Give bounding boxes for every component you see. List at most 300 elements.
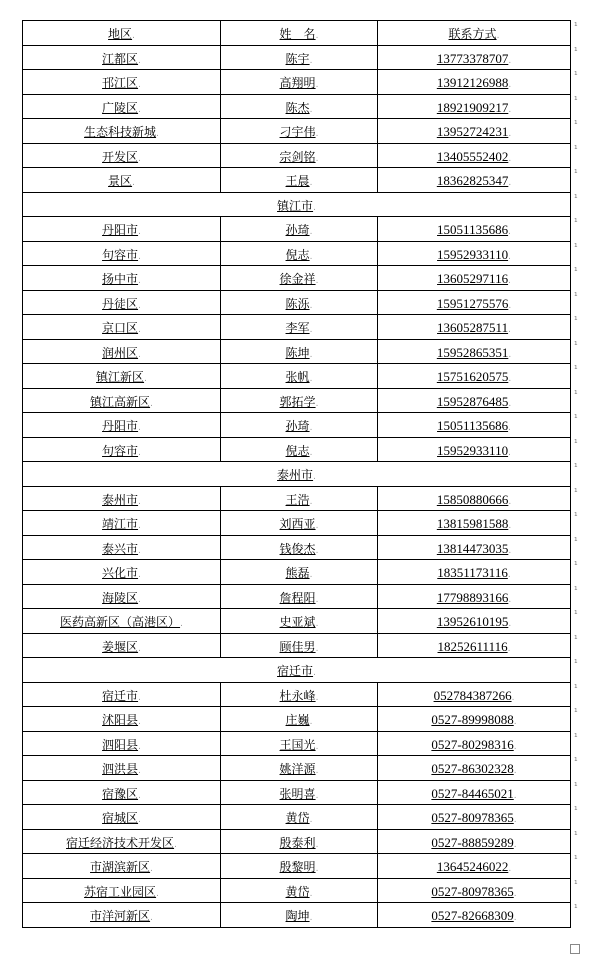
table-row — [23, 682, 571, 707]
cell-end-mark: . — [309, 349, 313, 360]
phone-cell-text: 13405552402 — [436, 148, 509, 164]
cell-end-mark: . — [315, 31, 319, 42]
region-cell-text: 丹阳市 — [102, 223, 139, 238]
cell-end-mark: . — [309, 227, 313, 238]
cell-end-mark: . — [138, 104, 141, 115]
phone-cell-text: 0527-86302328 — [431, 761, 514, 777]
document-end-mark — [570, 944, 580, 954]
region-cell-text: 丹阳市 — [102, 419, 139, 434]
region-cell — [23, 829, 221, 854]
phone-cell-text: 052784387266 — [433, 687, 512, 703]
name-cell — [221, 315, 378, 340]
name-cell-text: 王晨 — [285, 174, 310, 189]
name-cell — [221, 290, 378, 315]
phone-cell-text: 13952610195 — [436, 614, 509, 630]
cell-end-mark: . — [508, 619, 512, 630]
region-cell-text: 镇江高新区 — [90, 394, 151, 409]
cell-end-mark: . — [513, 815, 517, 826]
row-end-marks — [574, 20, 594, 927]
cell-end-mark: . — [508, 104, 512, 115]
region-cell — [23, 633, 221, 658]
row-end-mark: ¹ — [574, 683, 578, 694]
cell-end-mark: . — [138, 570, 141, 581]
cell-end-mark: . — [315, 80, 319, 91]
phone-cell — [378, 560, 571, 585]
table-row — [23, 878, 571, 903]
cell-end-mark: . — [507, 643, 511, 654]
name-cell — [221, 731, 378, 756]
row-end-mark: ¹ — [574, 120, 578, 130]
name-cell — [221, 903, 378, 928]
row-end-mark: ¹ — [574, 879, 578, 890]
name-cell-text: 陈泺 — [285, 296, 310, 311]
name-cell-text: 李军 — [285, 321, 310, 336]
table-row — [23, 609, 571, 634]
region-cell-text: 润州区 — [102, 345, 139, 360]
region-cell — [23, 486, 221, 511]
table-row — [23, 731, 571, 756]
section-row — [23, 658, 571, 683]
row-end-mark: ¹ — [574, 855, 578, 865]
region-cell — [23, 609, 221, 634]
region-cell-text: 景区 — [108, 174, 133, 189]
row-end-mark: ¹ — [574, 904, 578, 914]
region-cell-text: 江都区 — [102, 51, 139, 66]
cell-end-mark: . — [315, 619, 319, 630]
region-cell-text: 广陵区 — [102, 100, 139, 115]
row-end-mark: ¹ — [574, 389, 578, 400]
phone-cell-text: 13605287511 — [437, 320, 509, 336]
region-cell — [23, 339, 221, 364]
phone-cell — [378, 584, 571, 609]
name-cell — [221, 364, 378, 389]
cell-end-mark: . — [313, 668, 316, 679]
row-end-mark: ¹ — [574, 634, 578, 645]
cell-end-mark: . — [138, 300, 141, 311]
name-cell-text: 王国光 — [279, 737, 316, 752]
row-end-mark: ¹ — [574, 365, 578, 375]
region-cell-text: 靖江市 — [102, 517, 139, 532]
region-cell — [23, 70, 221, 95]
cell-end-mark: . — [138, 717, 141, 728]
name-cell-text: 陶坤 — [285, 909, 310, 924]
table-row — [23, 45, 571, 70]
cell-end-mark: . — [138, 325, 141, 336]
table-row — [23, 241, 571, 266]
phone-cell — [378, 45, 571, 70]
region-cell — [23, 682, 221, 707]
cell-end-mark: . — [309, 300, 313, 311]
cell-end-mark: . — [309, 888, 313, 899]
row-end-mark: ¹ — [574, 830, 578, 841]
cell-end-mark: . — [508, 423, 511, 434]
name-cell — [221, 45, 378, 70]
region-cell — [23, 364, 221, 389]
region-cell-text: 句容市 — [102, 247, 139, 262]
phone-cell-text: 17798893166 — [436, 589, 509, 605]
name-cell — [221, 829, 378, 854]
cell-end-mark: . — [496, 31, 500, 42]
region-cell — [23, 903, 221, 928]
table-row — [23, 756, 571, 781]
cell-end-mark: . — [513, 766, 517, 777]
cell-end-mark: . — [144, 374, 147, 385]
name-cell — [221, 707, 378, 732]
phone-cell — [378, 535, 571, 560]
row-end-mark: ¹ — [574, 242, 578, 253]
table-row — [23, 339, 571, 364]
header-region-text: 地区 — [108, 27, 133, 42]
region-cell — [23, 266, 221, 291]
cell-end-mark: . — [315, 594, 319, 605]
cell-end-mark: . — [309, 178, 313, 189]
name-cell — [221, 241, 378, 266]
cell-end-mark: . — [508, 374, 512, 385]
header-name-text: 姓 名 — [279, 27, 316, 42]
row-end-mark: ¹ — [574, 22, 578, 32]
region-cell-text: 市湖滨新区 — [90, 860, 151, 875]
name-cell-text: 黄岱 — [285, 884, 310, 899]
cell-end-mark: . — [508, 129, 512, 140]
name-cell-text: 殷黎明 — [279, 860, 316, 875]
phone-cell — [378, 70, 571, 95]
cell-end-mark: . — [315, 545, 319, 556]
contact-table-body — [23, 21, 571, 928]
region-cell-text: 开发区 — [102, 149, 139, 164]
row-end-mark: ¹ — [574, 585, 578, 596]
region-cell-text: 邗江区 — [102, 76, 139, 91]
row-end-mark: ¹ — [574, 414, 578, 424]
row-end-mark: ¹ — [574, 561, 578, 571]
row-end-mark: ¹ — [574, 267, 578, 277]
cell-end-mark: . — [309, 447, 313, 458]
name-cell-text: 孙琦 — [285, 223, 310, 238]
cell-end-mark: . — [174, 839, 177, 850]
header-name — [221, 21, 378, 46]
header-region — [23, 21, 221, 46]
name-cell-text: 郭拓学 — [279, 394, 316, 409]
cell-end-mark: . — [315, 790, 319, 801]
cell-end-mark: . — [315, 521, 319, 532]
cell-end-mark: . — [513, 839, 517, 850]
phone-cell-text: 15051135686 — [437, 418, 509, 434]
region-cell — [23, 878, 221, 903]
phone-cell-text: 0527-80298316 — [431, 736, 514, 752]
cell-end-mark: . — [508, 178, 512, 189]
name-cell — [221, 756, 378, 781]
table-row — [23, 854, 571, 879]
row-end-mark: ¹ — [574, 169, 578, 179]
region-cell — [23, 388, 221, 413]
table-header-row — [23, 21, 571, 46]
cell-end-mark: . — [508, 398, 512, 409]
region-cell-text: 兴化市 — [102, 566, 139, 581]
phone-cell-text: 18252611116 — [437, 638, 508, 654]
cell-end-mark: . — [508, 545, 512, 556]
table-row — [23, 805, 571, 830]
region-cell-text: 海陵区 — [102, 590, 139, 605]
row-end-mark: ¹ — [574, 193, 578, 204]
name-cell — [221, 339, 378, 364]
section-title — [23, 462, 571, 487]
region-cell — [23, 707, 221, 732]
region-cell-text: 生态科技新城 — [84, 125, 157, 140]
name-cell-text: 钱俊杰 — [279, 541, 316, 556]
phone-cell — [378, 339, 571, 364]
row-end-mark: ¹ — [574, 316, 578, 326]
table-row — [23, 364, 571, 389]
name-cell-text: 陈宇 — [285, 51, 310, 66]
table-row — [23, 168, 571, 193]
name-cell — [221, 266, 378, 291]
phone-cell — [378, 217, 571, 242]
table-row — [23, 413, 571, 438]
cell-end-mark: . — [138, 276, 141, 287]
phone-cell-text: 18921909217 — [436, 99, 509, 115]
phone-cell-text: 0527-80978365 — [431, 810, 514, 826]
cell-end-mark: . — [513, 741, 517, 752]
region-cell — [23, 168, 221, 193]
cell-end-mark: . — [138, 80, 141, 91]
phone-cell-text: 13645246022 — [436, 859, 509, 875]
table-row — [23, 315, 571, 340]
region-cell — [23, 94, 221, 119]
cell-end-mark: . — [309, 251, 313, 262]
cell-end-mark: . — [315, 839, 319, 850]
table-row — [23, 94, 571, 119]
cell-end-mark: . — [132, 178, 135, 189]
cell-end-mark: . — [513, 717, 517, 728]
table-row — [23, 143, 571, 168]
phone-cell — [378, 780, 571, 805]
name-cell-text: 王浩 — [285, 492, 310, 507]
phone-cell — [378, 903, 571, 928]
phone-cell-text: 15952933110 — [437, 246, 509, 262]
cell-end-mark: . — [309, 570, 313, 581]
row-end-mark: ¹ — [574, 536, 578, 547]
region-cell-text: 泗阳县 — [102, 737, 139, 752]
phone-cell-text: 15952933110 — [437, 442, 509, 458]
cell-end-mark: . — [315, 153, 319, 164]
name-cell — [221, 511, 378, 536]
phone-cell-text: 13952724231 — [436, 124, 509, 140]
cell-end-mark: . — [138, 227, 141, 238]
cell-end-mark: . — [508, 153, 512, 164]
name-cell — [221, 535, 378, 560]
table-row — [23, 388, 571, 413]
cell-end-mark: . — [138, 741, 141, 752]
table-row — [23, 780, 571, 805]
phone-cell — [378, 388, 571, 413]
name-cell-text: 杜永峰 — [279, 688, 316, 703]
name-cell-text: 倪志 — [285, 247, 310, 262]
cell-end-mark: . — [508, 300, 512, 311]
name-cell — [221, 486, 378, 511]
region-cell — [23, 805, 221, 830]
region-cell-text: 泰州市 — [102, 492, 139, 507]
section-title-text: 宿迁市 — [277, 664, 314, 679]
cell-end-mark: . — [315, 692, 319, 703]
row-end-mark: ¹ — [574, 781, 578, 792]
name-cell-text: 熊磊 — [285, 566, 310, 581]
row-end-mark: ¹ — [574, 659, 578, 669]
phone-cell-text: 18351173116 — [437, 565, 508, 581]
name-cell-text: 史亚斌 — [279, 615, 316, 630]
row-end-mark: ¹ — [574, 732, 578, 743]
phone-cell — [378, 364, 571, 389]
cell-end-mark: . — [513, 913, 517, 924]
cell-end-mark: . — [313, 202, 316, 213]
cell-end-mark: . — [508, 227, 511, 238]
section-row — [23, 462, 571, 487]
region-cell-text: 宿迁经济技术开发区 — [66, 835, 175, 850]
row-end-mark: ¹ — [574, 71, 578, 81]
region-cell-text: 宿豫区 — [102, 786, 139, 801]
name-cell — [221, 94, 378, 119]
name-cell-text: 陈坤 — [285, 345, 310, 360]
phone-cell — [378, 609, 571, 634]
phone-cell-text: 0527-88859289 — [431, 834, 514, 850]
cell-end-mark: . — [309, 423, 313, 434]
cell-end-mark: . — [315, 864, 319, 875]
phone-cell-text: 13815981588 — [436, 516, 509, 532]
phone-cell-text: 15850880666 — [436, 491, 509, 507]
cell-end-mark: . — [180, 619, 183, 630]
region-cell — [23, 535, 221, 560]
phone-cell — [378, 94, 571, 119]
name-cell-text: 詹程阳 — [279, 590, 316, 605]
cell-end-mark: . — [150, 398, 153, 409]
phone-cell — [378, 633, 571, 658]
row-end-mark: ¹ — [574, 144, 578, 155]
row-end-mark: ¹ — [574, 708, 578, 718]
region-cell-text: 丹徒区 — [102, 296, 139, 311]
phone-cell — [378, 437, 571, 462]
region-cell-text: 泗洪县 — [102, 762, 139, 777]
region-cell — [23, 854, 221, 879]
cell-end-mark: . — [138, 447, 141, 458]
name-cell-text: 高翔明 — [279, 76, 316, 91]
name-cell-text: 孙琦 — [285, 419, 310, 434]
cell-end-mark: . — [508, 447, 511, 458]
region-cell — [23, 731, 221, 756]
name-cell — [221, 633, 378, 658]
cell-end-mark: . — [132, 31, 135, 42]
region-cell-text: 扬中市 — [102, 272, 139, 287]
region-cell-text: 宿城区 — [102, 811, 139, 826]
cell-end-mark: . — [138, 521, 141, 532]
region-cell — [23, 217, 221, 242]
table-row — [23, 829, 571, 854]
phone-cell — [378, 829, 571, 854]
region-cell — [23, 315, 221, 340]
table-row — [23, 290, 571, 315]
cell-end-mark: . — [138, 545, 141, 556]
cell-end-mark: . — [508, 55, 512, 66]
table-row — [23, 437, 571, 462]
table-row — [23, 70, 571, 95]
name-cell-text: 徐金祥 — [279, 272, 316, 287]
cell-end-mark: . — [508, 349, 512, 360]
phone-cell-text: 13814473035 — [436, 540, 509, 556]
name-cell — [221, 609, 378, 634]
name-cell — [221, 682, 378, 707]
row-end-mark: ¹ — [574, 610, 578, 620]
phone-cell-text: 0527-82668309 — [431, 908, 514, 924]
row-end-mark: ¹ — [574, 463, 578, 473]
cell-end-mark: . — [309, 55, 313, 66]
cell-end-mark: . — [309, 913, 313, 924]
row-end-mark: ¹ — [574, 757, 578, 767]
cell-end-mark: . — [508, 251, 511, 262]
cell-end-mark: . — [138, 790, 141, 801]
cell-end-mark: . — [315, 398, 319, 409]
phone-cell — [378, 854, 571, 879]
region-cell-text: 沭阳县 — [102, 713, 139, 728]
table-row — [23, 633, 571, 658]
table-row — [23, 217, 571, 242]
phone-cell-text: 0527-84465021 — [431, 785, 514, 801]
row-end-mark: ¹ — [574, 291, 578, 302]
cell-end-mark: . — [150, 864, 153, 875]
phone-cell — [378, 878, 571, 903]
cell-end-mark: . — [513, 790, 517, 801]
row-end-mark: ¹ — [574, 340, 578, 351]
region-cell — [23, 560, 221, 585]
name-cell-text: 姚洋源 — [279, 762, 316, 777]
phone-cell — [378, 315, 571, 340]
cell-end-mark: . — [138, 55, 141, 66]
table-row — [23, 511, 571, 536]
phone-cell — [378, 119, 571, 144]
phone-cell-text: 13912126988 — [436, 75, 509, 91]
cell-end-mark: . — [138, 349, 141, 360]
phone-cell — [378, 266, 571, 291]
phone-cell-text: 15051135686 — [437, 222, 509, 238]
name-cell-text: 陈杰 — [285, 100, 310, 115]
table-row — [23, 903, 571, 928]
phone-cell — [378, 143, 571, 168]
cell-end-mark: . — [309, 325, 313, 336]
phone-cell — [378, 413, 571, 438]
cell-end-mark: . — [309, 717, 313, 728]
region-cell-text: 苏宿工业园区 — [84, 884, 157, 899]
name-cell-text: 刁宇伟 — [279, 125, 316, 140]
cell-end-mark: . — [138, 251, 141, 262]
region-cell — [23, 290, 221, 315]
region-cell — [23, 437, 221, 462]
cell-end-mark: . — [508, 80, 512, 91]
cell-end-mark: . — [138, 423, 141, 434]
section-title-text: 镇江市 — [277, 198, 314, 213]
phone-cell-text: 0527-89998088 — [431, 712, 514, 728]
cell-end-mark: . — [508, 864, 512, 875]
phone-cell — [378, 241, 571, 266]
name-cell — [221, 388, 378, 413]
region-cell — [23, 45, 221, 70]
cell-end-mark: . — [309, 815, 313, 826]
row-end-mark: ¹ — [574, 46, 578, 57]
section-title — [23, 658, 571, 683]
phone-cell — [378, 168, 571, 193]
cell-end-mark: . — [315, 276, 319, 287]
region-cell — [23, 584, 221, 609]
contact-table — [22, 20, 571, 928]
cell-end-mark: . — [309, 104, 313, 115]
cell-end-mark: . — [513, 888, 517, 899]
name-cell-text: 张帆 — [285, 370, 310, 385]
row-end-mark: ¹ — [574, 95, 578, 106]
